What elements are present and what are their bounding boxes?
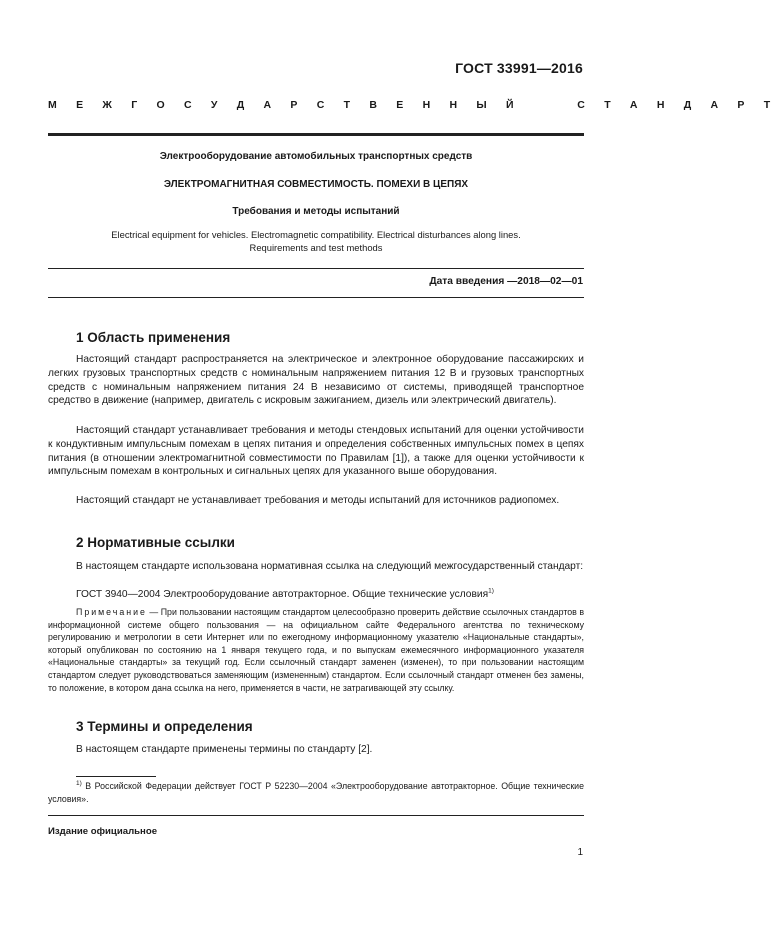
footnote [48,780,584,805]
date-divider [48,297,584,298]
section-3-paragraph-1: В настоящем стандарте применены термины по стандарту [2]. [76,744,373,755]
official-edition-label: Издание официальное [48,826,158,837]
section-2-paragraph-1: В настоящем стандарте использована нормативная ссылка на следующий межгосударственный стандарт: [76,561,584,572]
note-block [48,606,584,694]
english-title [48,229,584,254]
title-line-2: ЭЛЕКТРОМАГНИТНАЯ СОВМЕСТИМОСТЬ. ПОМЕХИ В ЦЕПЯХ [163,179,469,190]
title-line-1: Электрооборудование автомобильных транспортных средств [159,151,473,162]
english-title-line-1: Electrical equipment for vehicles. Electromagnetic compatibility. Electrical disturbances along lines. [111,229,521,240]
section-2-heading: 2 Нормативные ссылки [76,535,235,550]
note-label: Примечание [76,607,147,617]
header-divider [48,133,584,136]
title-line-3: Требования и методы испытаний [232,206,400,217]
footnote-divider [76,776,156,777]
section-1-paragraph-2: Настоящий стандарт устанавливает требования и методы стендовых испытаний для оценки устойчивости к кондуктивным импульсным помехам в цепях питания и определения собственных импульсных помех в цепях питания (в отношении электромагнитной совместимости по Правилам [1]), а также для оценки устойчивости к импульсным помехам в контрольных и сигнальных цепях для указанного выше оборудования. [48,425,584,478]
note-text: — При пользовании настоящим стандартом целесообразно проверить действие ссылочных стандартов в информационной системе общего пользования — на официальном сайте Федерального агентства по техническому регулированию и метрологии в сети Интернет или по ежегодному информационному указателю «Национальные стандарты», который опубликован по состоянию на 1 января текущего года, и по выпускам ежемесячного информационного указателя «Национальные стандарты» за текущий год. Если ссылочный стандарт заменен (изменен), то при пользовании настоящим стандартом следует руководствоваться заменяющим (измененным) стандартом. Если ссылочный стандарт отменен без замены, то положение, в котором дана ссылка на него, применяется в части, не затрагивающей эту ссылку. [48,607,584,693]
footnote-marker-bottom: 1) [76,780,82,788]
title-divider [48,268,584,269]
reference-text: ГОСТ 3940—2004 Электрооборудование автотракторное. Общие технические условия [76,589,489,600]
english-title-line-2: Requirements and test methods [249,241,383,253]
section-2-reference [48,588,584,602]
footnote-text: В Российской Федерации действует ГОСТ Р 52230—2004 «Электрооборудование автотракторное. Общие технические условия». [48,781,584,804]
document-number: ГОСТ 33991—2016 [455,60,583,76]
section-1-paragraph-1: Настоящий стандарт распространяется на электрическое и электронное оборудование пассажирских и легких грузовых транспортных средств с номинальным напряжением питания 12 В и грузовых транспортных средств с номинальным напряжением питания 24 В независимо от системы, приводящей транспортное средство в движение (например, двигатель с искровым зажиганием, дизель или электрический двигатель). [48,354,584,407]
introduction-date: Дата введения —2018—02—01 [429,276,583,287]
section-1-paragraph-3: Настоящий стандарт не устанавливает требования и методы испытаний для источников радиопомех. [76,495,560,506]
section-3-heading: 3 Термины и определения [76,719,253,734]
footer-divider [48,815,584,816]
section-1-heading: 1 Область применения [76,330,231,345]
footnote-marker: 1) [488,587,494,595]
standard-type-heading: М Е Ж Г О С У Д А Р С Т В Е Н Н Ы Й С Т А Н Д А Р Т [48,99,778,111]
page-number: 1 [577,847,583,858]
